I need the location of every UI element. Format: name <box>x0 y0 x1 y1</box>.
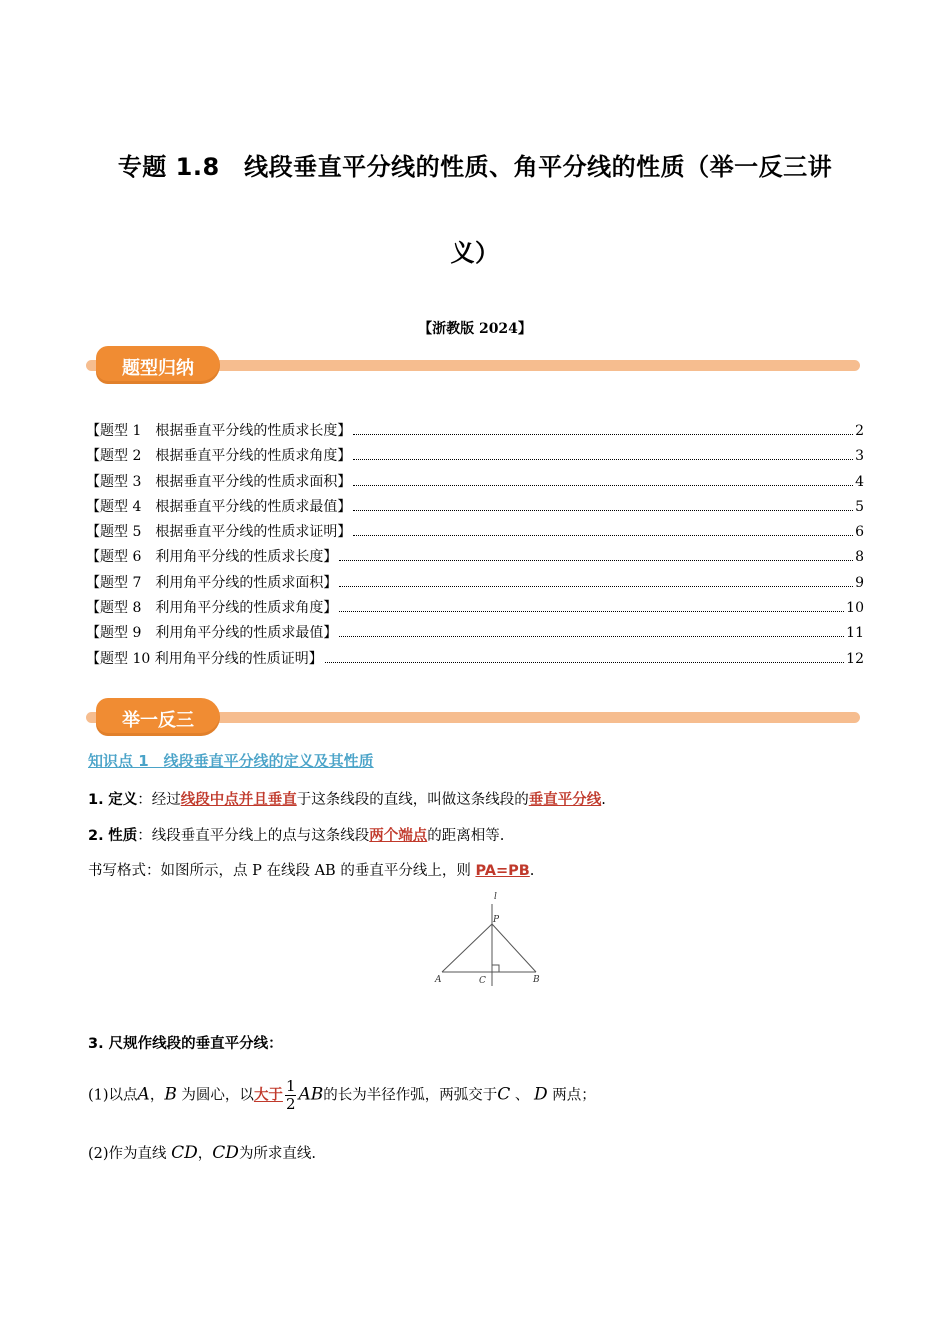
toc-item-page: 8 <box>855 549 864 566</box>
toc-leader-dots <box>339 599 844 612</box>
property-number: 2. <box>88 828 104 844</box>
banner-pill <box>96 698 220 736</box>
definition-text-2: 于这条线段的直线，叫做这条线段的 <box>296 792 529 808</box>
definition-highlight-1: 线段中点并且垂直 <box>180 792 297 808</box>
definition-label: 定义 <box>108 792 138 808</box>
construction-step-2 <box>88 1142 316 1163</box>
toc-item[interactable] <box>86 471 864 496</box>
document-title-line-2: 义） <box>450 239 500 267</box>
toc-item[interactable] <box>86 420 864 445</box>
point-a-symbol: A <box>137 1084 150 1105</box>
label-c: C <box>479 976 486 986</box>
toc-item-label: 【题型 8 利用角平分线的性质求角度】 <box>86 600 338 617</box>
segment-ab-symbol: AB <box>298 1084 324 1105</box>
toc-item-label: 【题型 4 根据垂直平分线的性质求最值】 <box>86 498 352 515</box>
banner-label: 举一反三 <box>122 710 194 731</box>
figure-svg <box>430 886 550 990</box>
step1-highlight: 大于 <box>253 1087 283 1104</box>
banner-pill <box>96 346 220 384</box>
toc-item[interactable] <box>86 546 864 571</box>
toc-leader-dots <box>353 473 853 486</box>
toc-leader-dots <box>339 574 853 587</box>
construction-step-1 <box>88 1078 596 1113</box>
point-d-symbol: D <box>534 1084 548 1105</box>
format-paragraph <box>88 859 534 880</box>
label-a: A <box>435 975 442 985</box>
toc-item[interactable] <box>86 648 864 673</box>
toc-item[interactable] <box>86 622 864 647</box>
section-banner-types <box>86 346 860 386</box>
label-l: l <box>494 892 497 902</box>
toc-item-label: 【题型 3 根据垂直平分线的性质求面积】 <box>86 473 352 490</box>
toc-item-label: 【题型 2 根据垂直平分线的性质求角度】 <box>86 448 352 465</box>
edition-label: 【浙教版 2024】 <box>418 321 532 337</box>
line-cd-symbol-2: CD <box>212 1143 239 1163</box>
toc-leader-dots <box>353 498 853 511</box>
property-text-1: ：线段垂直平分线上的点与这条线段 <box>137 828 370 844</box>
step1-separator: 、 <box>510 1087 534 1104</box>
toc-item-label: 【题型 1 根据垂直平分线的性质求长度】 <box>86 423 352 439</box>
definition-text-3: . <box>601 792 606 808</box>
property-paragraph <box>88 824 504 845</box>
knowledge-point-title: 知识点 1 线段垂直平分线的定义及其性质 <box>88 752 374 770</box>
toc-item-page: 9 <box>855 574 864 591</box>
step2-text-post: 为所求直线. <box>238 1146 317 1162</box>
point-b-symbol: B <box>164 1084 177 1105</box>
construction-title: 3. 尺规作线段的垂直平分线： <box>88 1036 283 1052</box>
format-text-1: 书写格式：如图所示，点 P 在线段 AB 的垂直平分线上，则 <box>88 863 476 879</box>
label-p: P <box>493 915 500 925</box>
step1-comma: ， <box>149 1087 165 1104</box>
toc-item-page: 2 <box>855 423 864 439</box>
step1-text-pre: (1)以点 <box>88 1087 138 1104</box>
toc-leader-dots <box>353 523 853 536</box>
section-banner-examples <box>86 698 860 738</box>
toc-leader-dots <box>339 548 853 561</box>
format-highlight: PA=PB <box>475 863 530 879</box>
toc-item-label: 【题型 7 利用角平分线的性质求面积】 <box>86 574 338 591</box>
perpendicular-bisector-figure <box>430 886 550 994</box>
toc-leader-dots <box>325 650 844 663</box>
right-angle-mark <box>492 965 499 972</box>
table-of-contents <box>86 420 864 673</box>
banner-label: 题型归纳 <box>122 358 194 379</box>
property-text-2: 的距离相等. <box>427 828 505 844</box>
segment-pa <box>442 924 492 972</box>
fraction-denominator: 2 <box>285 1095 296 1113</box>
toc-item-page: 11 <box>846 625 864 642</box>
toc-item-label: 【题型 6 利用角平分线的性质求长度】 <box>86 549 338 566</box>
toc-leader-dots <box>353 447 853 460</box>
toc-item-page: 3 <box>855 448 864 465</box>
toc-item-label: 【题型 9 利用角平分线的性质求最值】 <box>86 625 338 642</box>
toc-item-label: 【题型 5 根据垂直平分线的性质求证明】 <box>86 524 352 541</box>
step1-text-end: 两点； <box>547 1087 596 1104</box>
step2-comma: ， <box>197 1146 213 1162</box>
toc-item-label: 【题型 10 利用角平分线的性质证明】 <box>86 650 323 667</box>
step2-text-pre: (2)作为直线 <box>88 1146 172 1162</box>
label-b: B <box>533 975 540 985</box>
format-text-2: . <box>529 863 535 879</box>
fraction-numerator: 1 <box>285 1077 296 1095</box>
toc-item-page: 4 <box>855 473 864 490</box>
fraction-one-half <box>285 1078 297 1113</box>
toc-item-page: 10 <box>846 600 864 617</box>
definition-number: 1. <box>88 792 104 808</box>
toc-item[interactable] <box>86 597 864 622</box>
toc-leader-dots <box>353 422 853 435</box>
toc-item-page: 6 <box>855 524 864 541</box>
step1-text-mid: 为圆心，以 <box>176 1087 254 1104</box>
toc-item[interactable] <box>86 572 864 597</box>
toc-item-page: 12 <box>846 650 864 667</box>
toc-item-page: 5 <box>855 498 864 515</box>
toc-item[interactable] <box>86 496 864 521</box>
definition-text-1: ：经过 <box>137 792 181 808</box>
document-title-line-1: 专题 1.8 线段垂直平分线的性质、角平分线的性质（举一反三讲 <box>117 153 833 181</box>
property-label: 性质 <box>108 828 138 844</box>
line-cd-symbol: CD <box>171 1143 198 1163</box>
step1-text-post: 的长为半径作弧，两弧交于 <box>323 1087 498 1104</box>
toc-leader-dots <box>339 624 844 637</box>
definition-highlight-2: 垂直平分线 <box>528 792 602 808</box>
property-highlight: 两个端点 <box>369 828 428 844</box>
toc-item[interactable] <box>86 521 864 546</box>
toc-item[interactable] <box>86 445 864 470</box>
point-c-symbol: C <box>497 1084 511 1105</box>
definition-paragraph <box>88 788 606 809</box>
